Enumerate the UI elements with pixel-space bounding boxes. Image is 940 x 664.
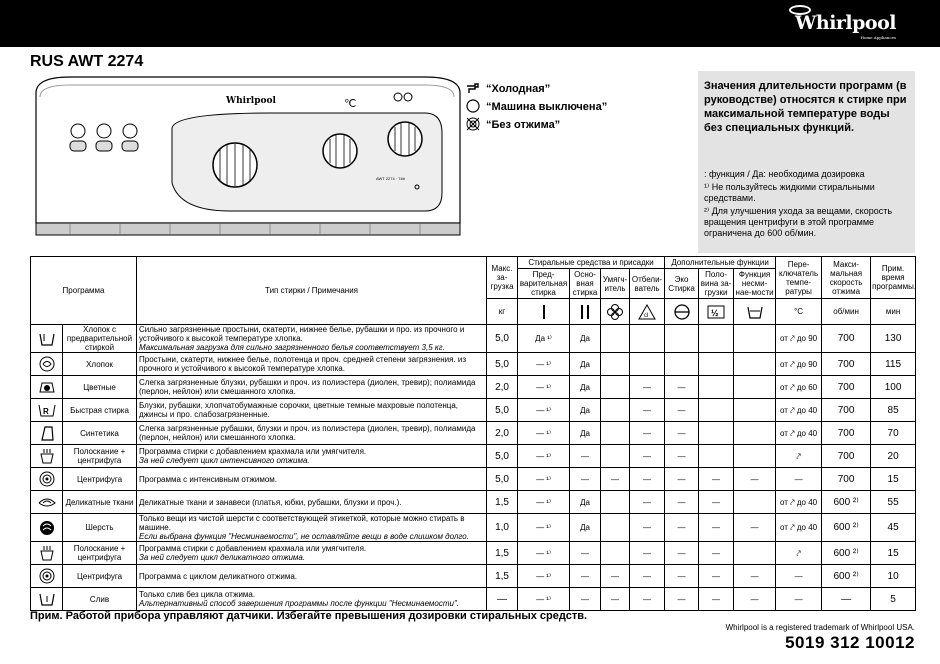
softener-value	[601, 376, 630, 399]
half-load-value	[699, 445, 734, 468]
eco-value: —	[665, 422, 699, 445]
temp-value: ⤤	[776, 445, 822, 468]
load-value: 1,5	[487, 542, 518, 565]
prewash-value: — ¹⁾	[518, 422, 570, 445]
softener-value	[601, 445, 630, 468]
prewash-value: Да ¹⁾	[518, 325, 570, 353]
faucet-icon	[466, 82, 480, 97]
easy-iron-value	[734, 325, 776, 353]
header-time: Прим. время программы.	[871, 257, 916, 299]
load-value: 2,0	[487, 422, 518, 445]
eco-value	[665, 325, 699, 353]
time-value: 55	[871, 491, 916, 514]
spin-value: 700	[822, 353, 871, 376]
table-row	[31, 376, 916, 399]
prewash-value: — ¹⁾	[518, 376, 570, 399]
spin-value: 700	[822, 325, 871, 353]
load-value: 5,0	[487, 353, 518, 376]
half-load-value: —	[699, 468, 734, 491]
load-value: —	[487, 588, 518, 611]
program-name: Центрифуга	[63, 565, 137, 588]
spin-icon	[31, 565, 63, 588]
mainwash-value: —	[570, 445, 601, 468]
softener-value	[601, 353, 630, 376]
temp-value: —	[776, 468, 822, 491]
temp-value: ⤤	[776, 542, 822, 565]
bleach-value: —	[630, 588, 665, 611]
synthetic-icon	[31, 422, 63, 445]
mainwash-value: —	[570, 542, 601, 565]
spin-icon	[31, 468, 63, 491]
prewash-icon	[518, 299, 570, 325]
description-text: Сильно загрязненные простыни, скатерти, нижнее белье, рубашки и про. из прочного и устойчивого к высокой температуре хлопка.	[139, 325, 465, 343]
table-row	[31, 445, 916, 468]
load-value: 5,0	[487, 445, 518, 468]
program-description	[137, 445, 487, 468]
mainwash-value: Да	[570, 325, 601, 353]
bleach-value: —	[630, 542, 665, 565]
half-load-value: —	[699, 565, 734, 588]
description-text: Программа с интенсивным отжимом.	[139, 474, 278, 484]
no-spin-icon	[466, 117, 480, 134]
spin-value: 700	[822, 445, 871, 468]
program-description	[137, 325, 487, 353]
header-eco: Эко Стирка	[665, 269, 699, 299]
header-temp: Пере-ключатель темпе-ратуры	[776, 257, 822, 299]
mainwash-value: Да	[570, 422, 601, 445]
program-description	[137, 514, 487, 542]
cotton-icon	[31, 353, 63, 376]
legend	[466, 80, 607, 134]
description-text: Программа с циклом деликатного отжима.	[139, 571, 298, 581]
spin-value: 700	[822, 422, 871, 445]
description-note: Альтернативный способ завершения программы после функции "Несминаемости".	[139, 599, 460, 608]
program-name: Слив	[63, 588, 137, 611]
header-spin: Макси-мальная скорость отжима	[822, 257, 871, 299]
eco-value: —	[665, 468, 699, 491]
info-note: ²⁾ Для улучшения ухода за вещами, скорость вращения центрифуги в этой программе ограничена до 600 об/мин.	[704, 206, 893, 238]
drain-icon	[31, 588, 63, 611]
description-note: Максимальная загрузка для сильно загрязненного белья соответствует 3,5 кг.	[139, 343, 445, 352]
prewash-value: — ¹⁾	[518, 445, 570, 468]
header-half-load: Поло-вина за-грузки	[699, 269, 734, 299]
program-description	[137, 376, 487, 399]
time-value: 70	[871, 422, 916, 445]
rinse-icon	[31, 542, 63, 565]
description-text: Простыни, скатерти, нижнее белье, полотенца и проч. средней степени загрязнения. из прочного и устойчивого к высокой температуре хлопка.	[139, 355, 467, 373]
load-value: 5,0	[487, 325, 518, 353]
half-load-value: —	[699, 588, 734, 611]
header-bar	[0, 0, 940, 47]
program-name: Полоскание + центрифуга	[63, 542, 137, 565]
delicate-icon	[31, 491, 63, 514]
prewash-value: — ¹⁾	[518, 542, 570, 565]
table-row	[31, 514, 916, 542]
header-extra: Дополнительные функции	[665, 257, 776, 269]
bleach-value: —	[630, 468, 665, 491]
control-panel-illustration	[30, 73, 465, 251]
table-row	[31, 491, 916, 514]
load-value: 5,0	[487, 468, 518, 491]
prewash-value: — ¹⁾	[518, 491, 570, 514]
temp-value: —	[776, 565, 822, 588]
eco-value	[665, 353, 699, 376]
softener-value: —	[601, 588, 630, 611]
whirlpool-logo: Whirlpool Home Appliances	[795, 12, 896, 34]
tub-icon	[31, 325, 63, 353]
description-text: Только вещи из чистой шерсти с соответствующей этикеткой, которые можно стирать в машине.	[139, 514, 465, 532]
softener-value	[601, 491, 630, 514]
temp-value: от ⤤ до 40	[776, 514, 822, 542]
eco-value: —	[665, 445, 699, 468]
spin-value: —	[822, 588, 871, 611]
temp-value: от ⤤ до 40	[776, 399, 822, 422]
eco-value: —	[665, 514, 699, 542]
mainwash-value: —	[570, 588, 601, 611]
mainwash-value: —	[570, 565, 601, 588]
bleach-icon	[630, 299, 665, 325]
info-box	[698, 71, 915, 253]
easy-iron-value: —	[734, 588, 776, 611]
half-load-icon	[699, 299, 734, 325]
easy-iron-value	[734, 376, 776, 399]
description-text: Блузки, рубашки, хлопчатобумажные сорочки, цветные темные махровые полотенца, джинсы и про. слабозагрязненные.	[139, 401, 459, 419]
spin-value: 700	[822, 399, 871, 422]
bleach-value	[630, 353, 665, 376]
temp-value: от ⤤ до 40	[776, 422, 822, 445]
mainwash-value: Да	[570, 514, 601, 542]
quick-wash-icon	[31, 399, 63, 422]
table-row	[31, 353, 916, 376]
spin-value: 700	[822, 376, 871, 399]
svg-text:½: ½	[711, 307, 719, 318]
mainwash-value: Да	[570, 491, 601, 514]
description-text: Только слив без цикла отжима.	[139, 590, 256, 599]
table-row	[31, 325, 916, 353]
easy-iron-value	[734, 542, 776, 565]
easy-iron-value	[734, 422, 776, 445]
program-description	[137, 353, 487, 376]
legend-item: “Холодная”	[466, 80, 607, 98]
program-description	[137, 565, 487, 588]
load-value: 1,0	[487, 514, 518, 542]
bleach-value	[630, 325, 665, 353]
eco-value: —	[665, 399, 699, 422]
mainwash-value: Да	[570, 353, 601, 376]
table-row	[31, 588, 916, 611]
time-value: 100	[871, 376, 916, 399]
easy-iron-value: —	[734, 468, 776, 491]
half-load-value	[699, 353, 734, 376]
prewash-value: — ¹⁾	[518, 514, 570, 542]
half-load-value: —	[699, 491, 734, 514]
program-name: Хлопок	[63, 353, 137, 376]
program-description	[137, 542, 487, 565]
half-load-value: —	[699, 514, 734, 542]
bleach-value: —	[630, 376, 665, 399]
softener-value: —	[601, 468, 630, 491]
panel-brand: Whirlpool	[226, 96, 276, 106]
program-name: Быстрая стирка	[63, 399, 137, 422]
eco-value: —	[665, 491, 699, 514]
description-text: Программа стирки с добавлением крахмала или умягчителя.	[139, 447, 367, 456]
load-value: 5,0	[487, 399, 518, 422]
svg-text:cl: cl	[644, 312, 649, 319]
easy-iron-value	[734, 399, 776, 422]
info-note: : функция / Да: необходима дозировка	[704, 169, 865, 179]
easy-iron-value: —	[734, 565, 776, 588]
softener-value: —	[601, 565, 630, 588]
bleach-value: —	[630, 422, 665, 445]
description-note: Если выбрана функция "Несминаемости", не оставляйте вещи в воде слишком долго.	[139, 532, 469, 541]
bleach-value: —	[630, 491, 665, 514]
header-softener: Умягч-итель	[601, 269, 630, 299]
description-text: Слегка загрязненные рубашки, блузки и проч. из полиэстера (диолен, тревир), полиамида (перлон, нейлон) или смешанного хлопка.	[139, 424, 476, 442]
program-description	[137, 422, 487, 445]
footer-note: Прим. Работой прибора управляют датчики. Избегайте превышения дозировки стиральных средств.	[30, 610, 588, 622]
description-text: Программа стирки с добавлением крахмала или умягчителя.	[139, 544, 367, 553]
svg-text:R: R	[42, 407, 49, 416]
legend-item: “Машина выключена”	[466, 98, 607, 116]
bleach-value: —	[630, 565, 665, 588]
description-text: Слегка загрязненные блузки, рубашки и проч. из полиэстера (диолен, тревир); полиамида (перлон, нейлон) или смешанного хлопка.	[139, 378, 476, 396]
table-row	[31, 422, 916, 445]
document-code: 5019 312 10012	[785, 633, 915, 652]
header-prewash: Пред-варительная стирка	[518, 269, 570, 299]
temp-value: от ⤤ до 90	[776, 325, 822, 353]
time-value: 5	[871, 588, 916, 611]
panel-temp-symbol: ℃	[344, 98, 357, 110]
programs-table	[30, 256, 916, 611]
prewash-value: — ¹⁾	[518, 468, 570, 491]
half-load-value	[699, 376, 734, 399]
load-value: 1,5	[487, 565, 518, 588]
easy-iron-icon	[734, 299, 776, 325]
circle-icon	[466, 99, 480, 116]
eco-value: —	[665, 542, 699, 565]
bleach-value: —	[630, 399, 665, 422]
header-type: Тип стирки / Примечания	[137, 257, 487, 325]
header-mainwash: Осно-вная стирка	[570, 269, 601, 299]
eco-icon	[665, 299, 699, 325]
softener-icon	[601, 299, 630, 325]
prewash-value: — ¹⁾	[518, 588, 570, 611]
description-note: За ней следует цикл деликатного отжима.	[139, 553, 306, 562]
bleach-value: —	[630, 445, 665, 468]
softener-value	[601, 325, 630, 353]
program-name: Деликатные ткани	[63, 491, 137, 514]
program-name: Цветные	[63, 376, 137, 399]
program-description	[137, 468, 487, 491]
spin-value: 600 ²⁾	[822, 514, 871, 542]
time-value: 10	[871, 565, 916, 588]
softener-value	[601, 399, 630, 422]
load-value: 1,5	[487, 491, 518, 514]
table-row	[31, 468, 916, 491]
half-load-value	[699, 422, 734, 445]
temp-value: от ⤤ до 60	[776, 376, 822, 399]
header-bleach: Отбели-ватель	[630, 269, 665, 299]
prewash-value: — ¹⁾	[518, 353, 570, 376]
info-note: ¹⁾ Не пользуйтесь жидкими стиральными средствами.	[704, 182, 875, 203]
softener-value	[601, 542, 630, 565]
wool-icon	[31, 514, 63, 542]
easy-iron-value: —	[734, 514, 776, 542]
rinse-icon	[31, 445, 63, 468]
half-load-value	[699, 399, 734, 422]
prewash-value: — ¹⁾	[518, 565, 570, 588]
mainwash-value: Да	[570, 376, 601, 399]
mainwash-icon	[570, 299, 601, 325]
easy-iron-value	[734, 445, 776, 468]
colored-icon	[31, 376, 63, 399]
program-name: Хлопок с предварительной стиркой	[63, 325, 137, 353]
time-value: 15	[871, 542, 916, 565]
table-row	[31, 542, 916, 565]
header-detergents: Стиральные средства и присадки	[518, 257, 665, 269]
prewash-value: — ¹⁾	[518, 399, 570, 422]
table-row	[31, 399, 916, 422]
mainwash-value: —	[570, 468, 601, 491]
spin-value: 600 ²⁾	[822, 491, 871, 514]
bleach-value: —	[630, 514, 665, 542]
temp-value: —	[776, 588, 822, 611]
program-description	[137, 399, 487, 422]
header-program: Программа	[31, 257, 137, 325]
header-temp-unit: °C	[776, 299, 822, 325]
spin-value: 600 ²⁾	[822, 565, 871, 588]
program-description	[137, 588, 487, 611]
time-value: 45	[871, 514, 916, 542]
eco-value: —	[665, 588, 699, 611]
info-main-text: Значения длительности программ (в руководстве) относятся к стирке при максимальной температуре воды без специальных функций.	[704, 80, 907, 134]
panel-model-label: AWT 2274 · 7##	[376, 176, 405, 181]
description-note: За ней следует цикл интенсивного отжима.	[139, 456, 310, 465]
softener-value	[601, 514, 630, 542]
header-load-unit: кг	[487, 299, 518, 325]
time-value: 85	[871, 399, 916, 422]
legend-item: “Без отжима”	[466, 116, 607, 134]
header-easy-iron: Функция несми-нае-мости	[735, 270, 774, 297]
program-description	[137, 491, 487, 514]
program-name: Шерсть	[63, 514, 137, 542]
temp-value: от ⤤ до 40	[776, 491, 822, 514]
easy-iron-value	[734, 491, 776, 514]
program-name: Полоскание + центрифуга	[63, 445, 137, 468]
time-value: 130	[871, 325, 916, 353]
softener-value	[601, 422, 630, 445]
time-value: 115	[871, 353, 916, 376]
easy-iron-value	[734, 353, 776, 376]
time-value: 15	[871, 468, 916, 491]
load-value: 2,0	[487, 376, 518, 399]
program-name: Синтетика	[63, 422, 137, 445]
header-spin-unit: об/мин	[822, 299, 871, 325]
mainwash-value: Да	[570, 399, 601, 422]
description-text: Деликатные ткани и занавеси (платья, юбки, рубашки, блузки и проч.).	[139, 497, 402, 507]
half-load-value: —	[699, 542, 734, 565]
spin-value: 600 ²⁾	[822, 542, 871, 565]
half-load-value	[699, 325, 734, 353]
table-row	[31, 565, 916, 588]
header-time-unit: мин	[871, 299, 916, 325]
model-title: RUS AWT 2274	[30, 53, 144, 70]
eco-value: —	[665, 565, 699, 588]
program-name: Центрифуга	[63, 468, 137, 491]
spin-value: 700	[822, 468, 871, 491]
eco-value: —	[665, 376, 699, 399]
trademark-note: Whirlpool is a registered trademark of Whirlpool USA.	[725, 623, 915, 632]
header-load: Макс. за-грузка	[487, 257, 518, 299]
time-value: 20	[871, 445, 916, 468]
temp-value: от ⤤ до 90	[776, 353, 822, 376]
